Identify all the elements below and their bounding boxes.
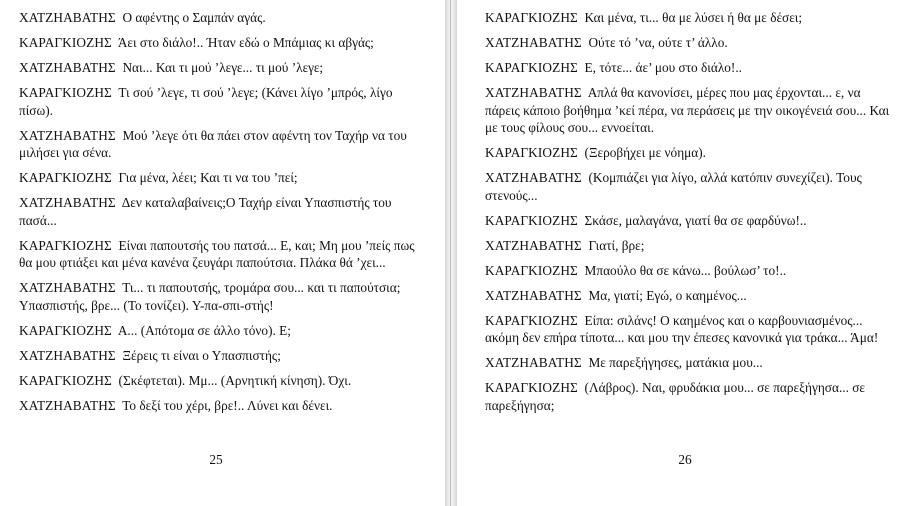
dialogue-line (19, 59, 420, 77)
dialogue-line (19, 347, 420, 365)
dialogue-line (485, 84, 890, 137)
dialogue-line (485, 212, 890, 230)
dialogue-text: Μα, γιατί; Εγώ, ο καημένος... (588, 287, 747, 303)
dialogue-text: Σκάσε, μαλαγάνα, γιατί θα σε φαρδύνω!.. (584, 212, 807, 228)
speaker-name: ΧΑΤΖΗΑΒΑΤΗΣ (19, 60, 116, 75)
speaker-name: ΚΑΡΑΓΚΙΟΖΗΣ (19, 85, 112, 100)
dialogue-line (19, 194, 420, 229)
dialogue-line (19, 237, 420, 272)
dialogue-text: Μού ’λεγε ότι θα πάει στον αφέντη τον Ταχήρ να του μιλήσει για σένα. (19, 127, 407, 160)
dialogue-text: Το δεξί του χέρι, βρε!.. Λύνει και δένει. (122, 397, 333, 413)
dialogue-text: Τι σού ’λεγε, τι σού ’λεγε; (Κάνει λίγο ’μπρός, λίγο πίσω). (19, 85, 393, 118)
speaker-name: ΧΑΤΖΗΑΒΑΤΗΣ (485, 287, 582, 303)
speaker-name: ΚΑΡΑΓΚΙΟΖΗΣ (19, 35, 112, 50)
dialogue-text: Μπαούλο θα σε κάνω... βούλωσ’ το!.. (584, 262, 787, 278)
speaker-name: ΚΑΡΑΓΚΙΟΖΗΣ (19, 237, 112, 253)
speaker-name: ΧΑΤΖΗΑΒΑΤΗΣ (485, 355, 582, 370)
dialogue-line (485, 379, 890, 414)
dialogue-line (485, 144, 890, 162)
book-gutter (445, 0, 457, 506)
speaker-name: ΚΑΡΑΓΚΙΟΖΗΣ (19, 372, 112, 388)
speaker-name: ΚΑΡΑΓΚΙΟΖΗΣ (485, 212, 578, 228)
speaker-name: ΧΑΤΖΗΑΒΑΤΗΣ (19, 347, 116, 363)
dialogue-line (19, 372, 420, 390)
dialogue-text: Γιατί, βρε; (588, 237, 645, 253)
dialogue-line (19, 322, 420, 340)
dialogue-text: Ούτε τό ’να, ούτε τ’ άλλο. (588, 35, 728, 50)
left-page (0, 0, 445, 506)
dialogue-text: Άει στο διάλο!.. Ήταν εδώ ο Μπάμιας κι αβγάς; (117, 35, 374, 50)
speaker-name: ΚΑΡΑΓΚΙΟΖΗΣ (485, 10, 578, 25)
dialogue-text: Ξέρεις τι είναι ο Υπασπιστής; (122, 347, 281, 363)
speaker-name: ΧΑΤΖΗΑΒΑΤΗΣ (19, 195, 116, 210)
speaker-name: ΚΑΡΑΓΚΙΟΖΗΣ (485, 145, 578, 160)
dialogue-text: Α... (Απότομα σε άλλο τόνο). Ε; (117, 322, 291, 338)
dialogue-text: Ναι... Και τι μού ’λεγε... τι μού ’λεγε; (122, 60, 324, 75)
dialogue-line (19, 169, 420, 187)
dialogue-text: Και μένα, τι... θα με λύσει ή θα με δέσει; (584, 10, 803, 25)
speaker-name: ΚΑΡΑΓΚΙΟΖΗΣ (485, 262, 578, 278)
speaker-name: ΧΑΤΖΗΑΒΑΤΗΣ (19, 397, 116, 413)
dialogue-line (485, 169, 890, 204)
speaker-name: ΧΑΤΖΗΑΒΑΤΗΣ (485, 85, 582, 100)
dialogue-text: (Κομπιάζει για λίγο, αλλά κατόπιν συνεχίζει). Τους στενούς... (485, 170, 862, 203)
speaker-name: ΚΑΡΑΓΚΙΟΖΗΣ (485, 380, 578, 395)
dialogue-text: Τι... τι παπουτσής, τρομάρα σου... και τι παπούτσια; Υπασπιστής, βρε... (Το τονίζει). Υ-πα-σπι-στής! (19, 280, 401, 313)
dialogue-text: Είπα: σιλάνς! Ο καημένος και ο καρβουνιασμένος... ακόμη δεν επήρα τίποτα... και μου την έπεσες κανονικά για τράκα... Άμα! (485, 312, 879, 345)
speaker-name: ΚΑΡΑΓΚΙΟΖΗΣ (19, 170, 112, 185)
page-number: 26 (678, 452, 692, 467)
dialogue-text: (Λάβρος). Ναι, φρυδάκια μου... σε παρεξήγησα... σε παρεξήγησα; (485, 380, 865, 413)
left-page-text (19, 9, 420, 422)
dialogue-text: Ο αφέντης ο Σαμπάν αγάς. (122, 10, 266, 25)
dialogue-line (485, 287, 890, 305)
speaker-name: ΧΑΤΖΗΑΒΑΤΗΣ (19, 280, 116, 295)
speaker-name: ΧΑΤΖΗΑΒΑΤΗΣ (485, 35, 582, 50)
speaker-name: ΧΑΤΖΗΑΒΑΤΗΣ (19, 10, 116, 25)
dialogue-text: (Σκέφτεται). Μμ... (Αρνητική κίνηση). Όχι. (118, 372, 352, 388)
dialogue-line (485, 354, 890, 372)
dialogue-line (19, 279, 420, 314)
dialogue-text: Δεν καταλαβαίνεις;Ο Ταχήρ είναι Υπασπιστής του πασά... (19, 195, 392, 228)
dialogue-line (19, 9, 420, 27)
dialogue-text: Με παρεξήγησες, ματάκια μου... (588, 355, 763, 370)
right-page-text (485, 9, 890, 422)
speaker-name: ΧΑΤΖΗΑΒΑΤΗΣ (19, 127, 116, 143)
dialogue-text: Ε, τότε... άε’ μου στο διάλο!.. (584, 60, 742, 75)
dialogue-line (485, 9, 890, 27)
dialogue-line (485, 34, 890, 52)
page-number: 25 (209, 452, 223, 467)
dialogue-line (485, 262, 890, 280)
speaker-name: ΚΑΡΑΓΚΙΟΖΗΣ (485, 312, 578, 328)
dialogue-text: (Ξεροβήχει με νόημα). (584, 145, 706, 160)
dialogue-line (19, 127, 420, 162)
right-page (457, 0, 901, 506)
speaker-name: ΚΑΡΑΓΚΙΟΖΗΣ (485, 60, 578, 75)
dialogue-line (485, 59, 890, 77)
dialogue-text: Είναι παπουτσής του πατσά... Ε, και; Μη μου ’πείς πως θα μου φτιάξει και μένα κανένα ζευγάρι παπούτσια. Πλάκα θά ’χει... (19, 237, 415, 270)
dialogue-line (19, 84, 420, 119)
speaker-name: ΚΑΡΑΓΚΙΟΖΗΣ (19, 322, 112, 338)
dialogue-line (485, 237, 890, 255)
dialogue-line (485, 312, 890, 347)
dialogue-line (19, 34, 420, 52)
speaker-name: ΧΑΤΖΗΑΒΑΤΗΣ (485, 237, 582, 253)
speaker-name: ΧΑΤΖΗΑΒΑΤΗΣ (485, 170, 582, 185)
dialogue-text: Απλά θα κανονίσει, μέρες που μας έρχονται... ε, να πάρεις κάποιο βοήθημα ’κεί πέρα, να περάσεις με την οικογένειά σου... Και με τους φίλους σου... εννοείται. (485, 85, 890, 135)
dialogue-text: Για μένα, λέει; Και τι να του ’πεί; (118, 170, 298, 185)
dialogue-line (19, 397, 420, 415)
